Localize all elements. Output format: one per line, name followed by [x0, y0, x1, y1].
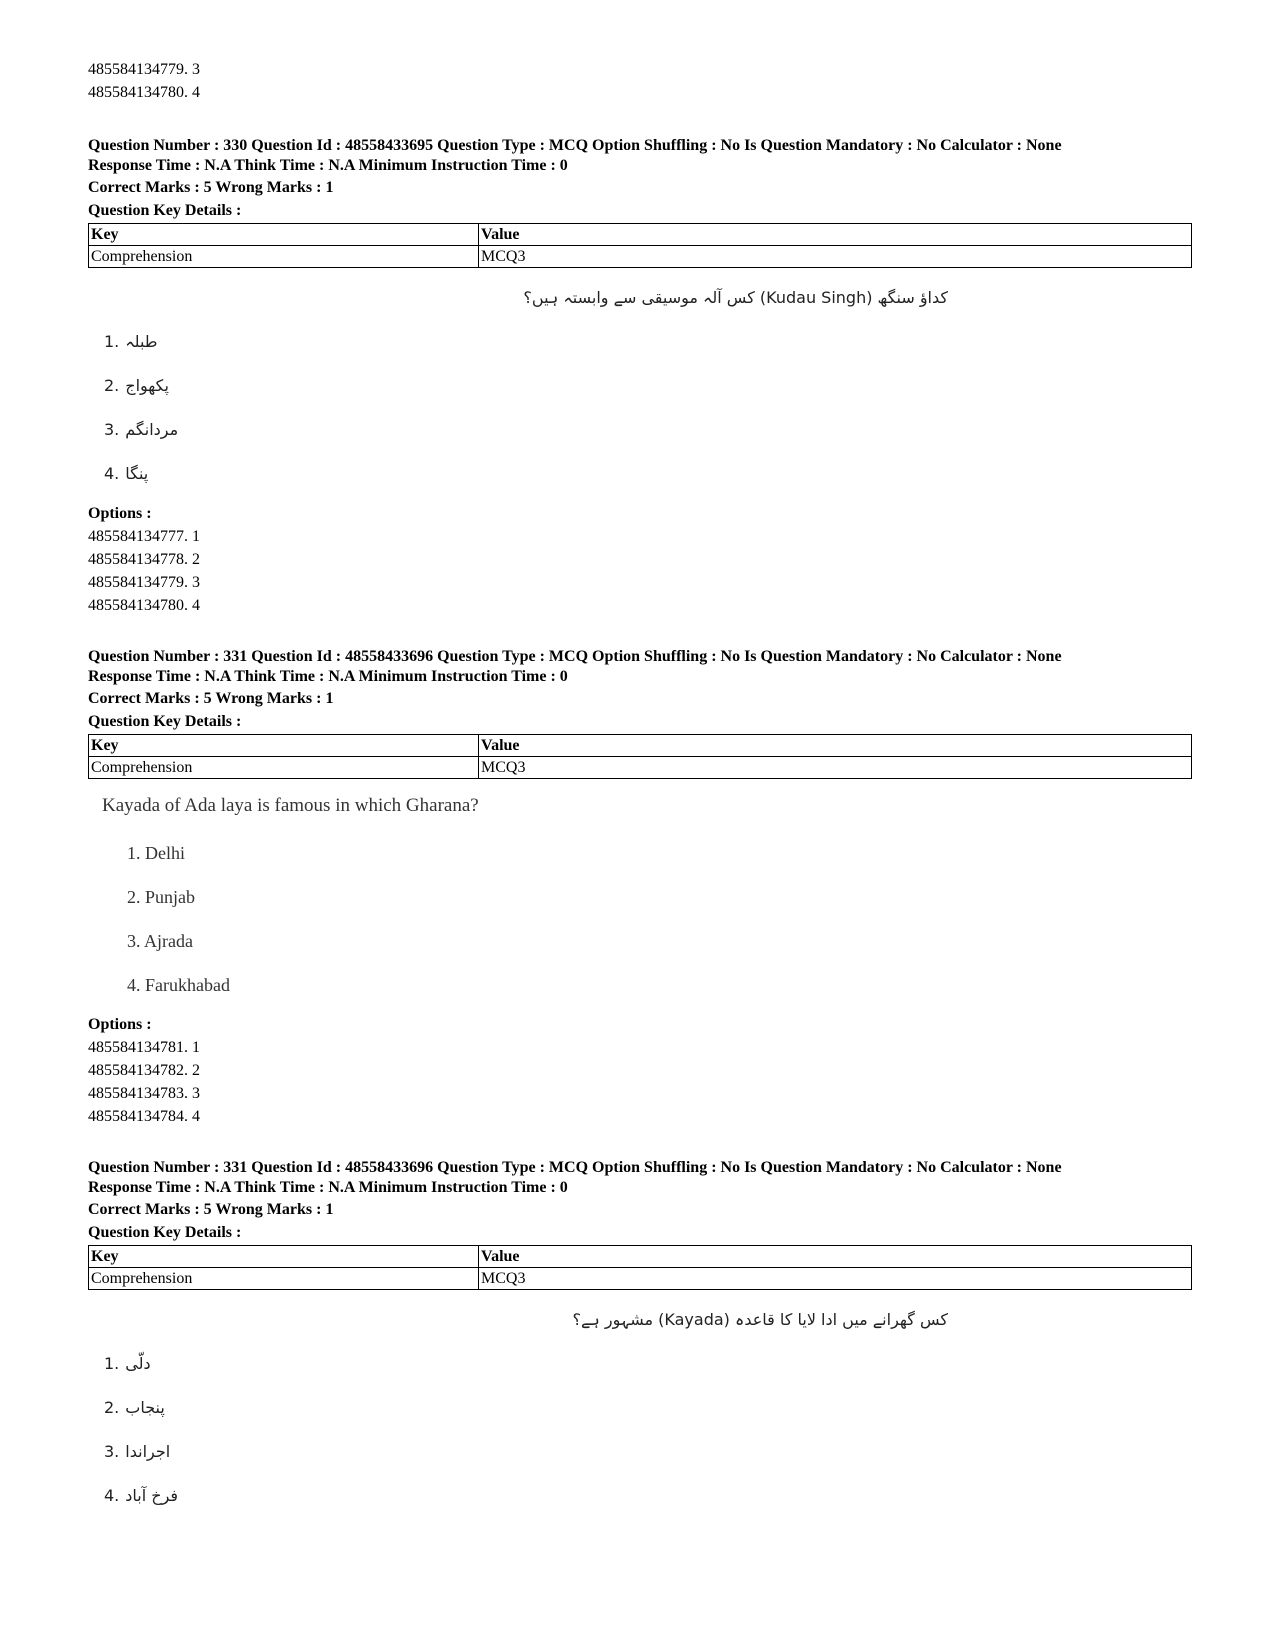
- choice-number: 4.: [104, 1486, 120, 1505]
- option-id-line: 485584134782. 2: [88, 1062, 200, 1079]
- choice-number: 1.: [104, 332, 120, 351]
- table-row: [89, 246, 1192, 268]
- choice-number: 3.: [104, 420, 120, 439]
- table-header-key: Key: [89, 735, 479, 757]
- choice-list: [88, 831, 1192, 1007]
- choice-text: اجراندا: [125, 1442, 171, 1461]
- choice-text: مردانگم: [125, 420, 179, 439]
- table-cell-value: MCQ3: [479, 1268, 1192, 1290]
- choice-item: 3. Ajrada: [127, 931, 193, 951]
- choice-number: 3.: [104, 1442, 120, 1461]
- table-cell-key: Comprehension: [89, 757, 479, 779]
- table-cell-key: Comprehension: [89, 1268, 479, 1290]
- choice-item: [104, 408, 1192, 452]
- choice-item: [104, 452, 1192, 496]
- option-id-line: 485584134779. 3: [88, 61, 200, 78]
- table-row: [89, 1268, 1192, 1290]
- option-id-line: 485584134780. 4: [88, 84, 200, 101]
- table-header-value: Value: [479, 735, 1192, 757]
- question-header: [88, 647, 1192, 687]
- key-details-label: Question Key Details :: [88, 713, 242, 730]
- key-details-label: Question Key Details :: [88, 202, 242, 219]
- option-id-line: 485584134783. 3: [88, 1085, 200, 1102]
- choice-text: پنجاب: [125, 1398, 165, 1417]
- table-cell-value: MCQ3: [479, 757, 1192, 779]
- choice-item: [104, 364, 1192, 408]
- table-row: [89, 757, 1192, 779]
- table-cell-value: MCQ3: [479, 246, 1192, 268]
- choice-item: 2. Punjab: [127, 887, 196, 907]
- table-header-key: Key: [89, 224, 479, 246]
- choice-list: [88, 1342, 1192, 1518]
- choice-text: پنگا: [125, 464, 149, 483]
- question-block-331-urdu: [88, 1158, 1192, 1518]
- table-header-row: [89, 1246, 1192, 1268]
- choice-number: 1.: [104, 1354, 120, 1373]
- marks-line: Correct Marks : 5 Wrong Marks : 1: [88, 1201, 334, 1218]
- question-timing-line: Response Time : N.A Think Time : N.A Minimum Instruction Time : 0: [88, 157, 568, 174]
- option-id-line: 485584134778. 2: [88, 551, 200, 568]
- choice-number: 2.: [104, 376, 120, 395]
- choice-text: دلّی: [125, 1354, 151, 1373]
- key-details-table: [88, 1245, 1192, 1290]
- question-meta-line: Question Number : 331 Question Id : 48558433696 Question Type : MCQ Option Shuffling : No Is Question Mandatory : No Calculator : None: [88, 648, 1062, 665]
- choice-text: پکھواج: [125, 376, 169, 395]
- question-header: [88, 136, 1192, 176]
- choice-number: 2.: [104, 1398, 120, 1417]
- table-header-row: [89, 735, 1192, 757]
- choice-item: [104, 320, 1192, 364]
- option-id-line: 485584134781. 1: [88, 1039, 200, 1056]
- choice-text: فرخ آباد: [125, 1486, 179, 1505]
- key-details-table: [88, 223, 1192, 268]
- question-text: کس گھرانے میں ادا لایا کا قاعدہ (Kayada) مشہور ہے؟: [572, 1310, 948, 1329]
- question-meta-line: Question Number : 331 Question Id : 48558433696 Question Type : MCQ Option Shuffling : No Is Question Mandatory : No Calculator : None: [88, 1159, 1062, 1176]
- marks-line: Correct Marks : 5 Wrong Marks : 1: [88, 179, 334, 196]
- choice-number: 4.: [104, 464, 120, 483]
- choice-item: [104, 1474, 1192, 1518]
- table-header-value: Value: [479, 1246, 1192, 1268]
- option-id-line: 485584134784. 4: [88, 1108, 200, 1125]
- choice-item: 4. Farukhabad: [127, 975, 230, 995]
- question-meta-line: Question Number : 330 Question Id : 48558433695 Question Type : MCQ Option Shuffling : No Is Question Mandatory : No Calculator : None: [88, 137, 1062, 154]
- option-id-line: 485584134777. 1: [88, 528, 200, 545]
- question-timing-line: Response Time : N.A Think Time : N.A Minimum Instruction Time : 0: [88, 1179, 568, 1196]
- table-cell-key: Comprehension: [89, 246, 479, 268]
- option-id-line: 485584134779. 3: [88, 574, 200, 591]
- question-text: Kayada of Ada laya is famous in which Gharana?: [102, 795, 479, 816]
- marks-line: Correct Marks : 5 Wrong Marks : 1: [88, 690, 334, 707]
- choice-list: [88, 320, 1192, 496]
- options-label: Options :: [88, 1016, 152, 1033]
- choice-item: [104, 1386, 1192, 1430]
- choice-item: 1. Delhi: [127, 843, 185, 863]
- question-header: [88, 1158, 1192, 1198]
- key-details-label: Question Key Details :: [88, 1224, 242, 1241]
- choice-text: طبلہ: [125, 332, 158, 351]
- choice-item: [104, 1430, 1192, 1474]
- options-label: Options :: [88, 505, 152, 522]
- table-header-row: [89, 224, 1192, 246]
- question-block-330: [88, 136, 1192, 617]
- option-id-line: 485584134780. 4: [88, 597, 200, 614]
- document-page: [88, 58, 1192, 1518]
- question-text: کداؤ سنگھ (Kudau Singh) کس آلہ موسیقی سے وابستہ ہیں؟: [523, 288, 948, 307]
- choice-item: [104, 1342, 1192, 1386]
- table-header-value: Value: [479, 224, 1192, 246]
- key-details-table: [88, 734, 1192, 779]
- table-header-key: Key: [89, 1246, 479, 1268]
- question-block-331: [88, 647, 1192, 1128]
- question-timing-line: Response Time : N.A Think Time : N.A Minimum Instruction Time : 0: [88, 668, 568, 685]
